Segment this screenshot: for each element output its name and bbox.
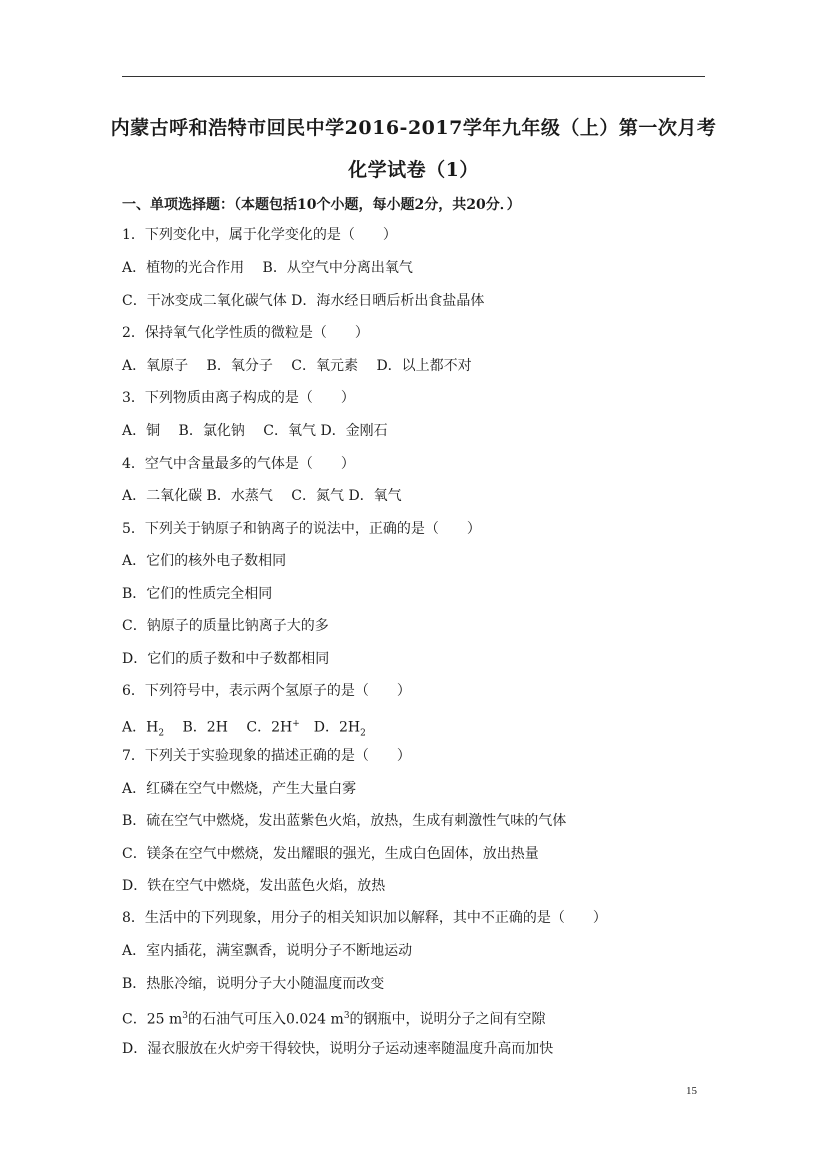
question-8-option-c: C．25 $m^3$的石油气可压入0.024 $m^3$的钢瓶中，说明分子之间有空隙 xyxy=(122,1011,546,1028)
question-2-options: A．氧原子 B．氧分子 C．氧元素 D．以上都不对 xyxy=(122,358,472,374)
exam-title-line2: 化学试卷（1） xyxy=(348,159,479,181)
question-6-stem: 6．下列符号中，表示两个氢原子的是（ ） xyxy=(122,683,411,699)
question-4-stem: 4．空气中含量最多的气体是（ ） xyxy=(122,456,355,472)
question-6-options: A．$H_2$ B．2H C．2H+ D．$2H_2$ xyxy=(122,719,366,739)
question-4-options: A．二氧化碳 B．水蒸气 C．氮气 D．氧气 xyxy=(122,488,402,504)
question-8-stem: 8．生活中的下列现象，用分子的相关知识加以解释，其中不正确的是（ ） xyxy=(122,910,607,926)
question-7-option-c: C．镁条在空气中燃烧，发出耀眼的强光，生成白色固体，放出热量 xyxy=(122,846,539,862)
exam-title-line1: 内蒙古呼和浩特市回民中学2016-2017学年九年级（上）第一次月考 xyxy=(110,117,717,139)
question-5-option-d: D．它们的质子数和中子数都相同 xyxy=(122,651,330,667)
question-3-options: A．铜 B．氯化钠 C．氧气 D．金刚石 xyxy=(122,423,388,439)
section-heading: 一、单项选择题：（本题包括10个小题，每小题2分，共20分．） xyxy=(122,197,521,213)
question-1-options-cd: C．干冰变成二氧化碳气体 D．海水经日晒后析出食盐晶体 xyxy=(122,293,485,309)
question-1-options-ab: A．植物的光合作用 B．从空气中分离出氧气 xyxy=(122,260,413,276)
question-3-stem: 3．下列物质由离子构成的是（ ） xyxy=(122,390,355,406)
question-7-option-b: B．硫在空气中燃烧，发出蓝紫色火焰，放热，生成有刺激性气味的气体 xyxy=(122,813,567,829)
question-1-stem: 1．下列变化中，属于化学变化的是（ ） xyxy=(122,227,397,243)
question-5-option-b: B．它们的性质完全相同 xyxy=(122,586,273,602)
question-8-option-a: A．室内插花，满室飘香，说明分子不断地运动 xyxy=(122,943,413,959)
question-7-stem: 7．下列关于实验现象的描述正确的是（ ） xyxy=(122,748,411,764)
question-5-option-c: C．钠原子的质量比钠离子大的多 xyxy=(122,618,329,634)
question-8-option-d: D．湿衣服放在火炉旁干得较快，说明分子运动速率随温度升高而加快 xyxy=(122,1041,554,1057)
header-rule xyxy=(122,76,705,77)
question-7-option-d: D．铁在空气中燃烧，发出蓝色火焰，放热 xyxy=(122,878,386,894)
question-2-stem: 2．保持氧气化学性质的微粒是（ ） xyxy=(122,325,369,341)
question-5-stem: 5．下列关于钠原子和钠离子的说法中，正确的是（ ） xyxy=(122,521,481,537)
question-5-option-a: A．它们的核外电子数相同 xyxy=(122,553,287,569)
question-8-option-b: B．热胀冷缩，说明分子大小随温度而改变 xyxy=(122,976,385,992)
question-7-option-a: A．红磷在空气中燃烧，产生大量白雾 xyxy=(122,781,357,797)
page-number: 15 xyxy=(686,1085,697,1097)
